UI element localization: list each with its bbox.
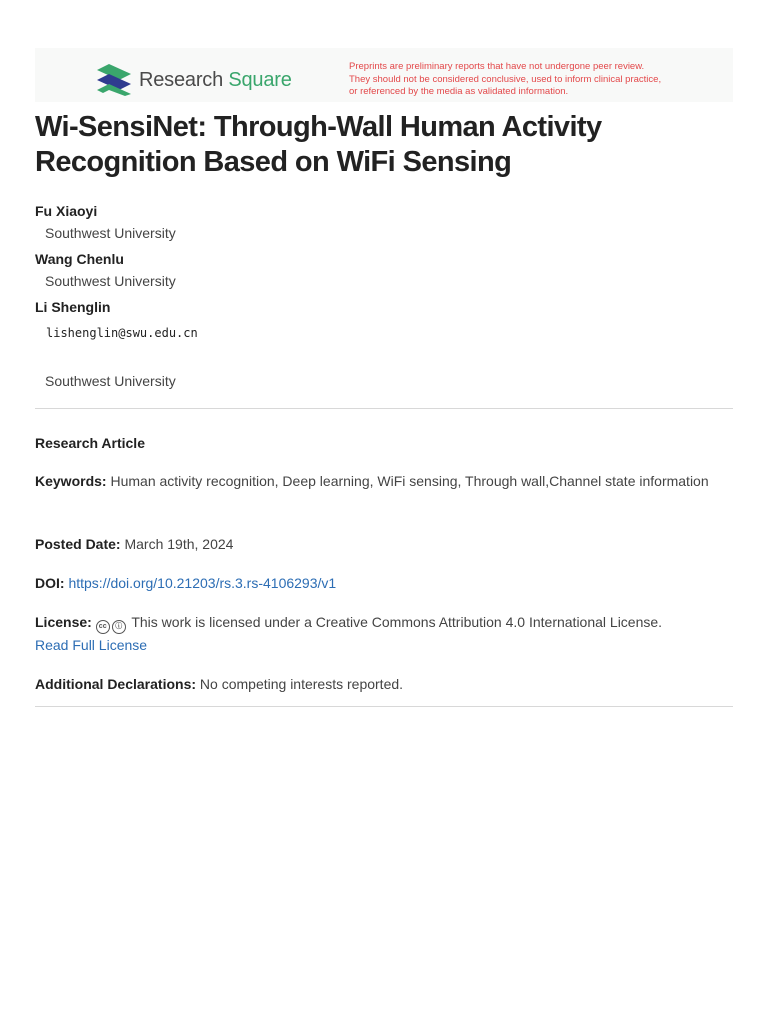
divider xyxy=(35,408,733,409)
brand-word-research: Research xyxy=(139,68,223,91)
author-affiliation: Southwest University xyxy=(45,273,176,289)
disclaimer-line: Preprints are preliminary reports that have not undergone peer review. xyxy=(349,61,645,72)
doi xyxy=(35,572,725,595)
declarations-value: No competing interests reported. xyxy=(199,676,404,692)
license xyxy=(35,611,725,657)
cc-icon: cc xyxy=(96,620,110,634)
author-email[interactable]: lishenglin@swu.edu.cn xyxy=(46,326,198,340)
keywords-label: Keywords: xyxy=(35,473,107,489)
title-line: Recognition Based on WiFi Sensing xyxy=(35,146,512,178)
author-name: Fu Xiaoyi xyxy=(35,203,98,219)
doi-link[interactable]: https://doi.org/10.21203/rs.3.rs-4106293/v1 xyxy=(68,575,337,591)
declarations-label: Additional Declarations: xyxy=(35,676,197,692)
research-square-logo-icon xyxy=(95,64,133,96)
doi-label: DOI: xyxy=(35,575,65,591)
author-name: Li Shenglin xyxy=(35,299,111,315)
posted-date-value: March 19th, 2024 xyxy=(124,536,234,552)
research-square-logo[interactable] xyxy=(95,64,292,96)
article-type: Research Article xyxy=(35,435,145,451)
posted-date-label: Posted Date: xyxy=(35,536,121,552)
license-label: License: xyxy=(35,614,92,630)
license-text: This work is licensed under a Creative Commons Attribution 4.0 International License. xyxy=(131,614,663,630)
author-name: Wang Chenlu xyxy=(35,251,124,267)
title-line: Wi-SensiNet: Through-Wall Human Activity xyxy=(35,111,602,143)
preprint-disclaimer xyxy=(349,61,709,99)
brand-name xyxy=(139,69,292,92)
paper-title xyxy=(35,110,735,180)
author-affiliation: Southwest University xyxy=(45,373,176,389)
posted-date xyxy=(35,533,725,556)
keywords-value: Human activity recognition, Deep learning, WiFi sensing, Through wall,Channel state information xyxy=(110,473,709,489)
disclaimer-line: or referenced by the media as validated information. xyxy=(349,86,569,97)
additional-declarations xyxy=(35,673,725,696)
by-icon: ⓘ xyxy=(112,620,126,634)
read-full-license-link[interactable]: Read Full License xyxy=(35,637,148,653)
author-affiliation: Southwest University xyxy=(45,225,176,241)
disclaimer-line: They should not be considered conclusive, used to inform clinical practice, xyxy=(349,73,662,85)
keywords xyxy=(35,470,725,493)
divider xyxy=(35,706,733,707)
brand-word-square: Square xyxy=(228,68,292,91)
